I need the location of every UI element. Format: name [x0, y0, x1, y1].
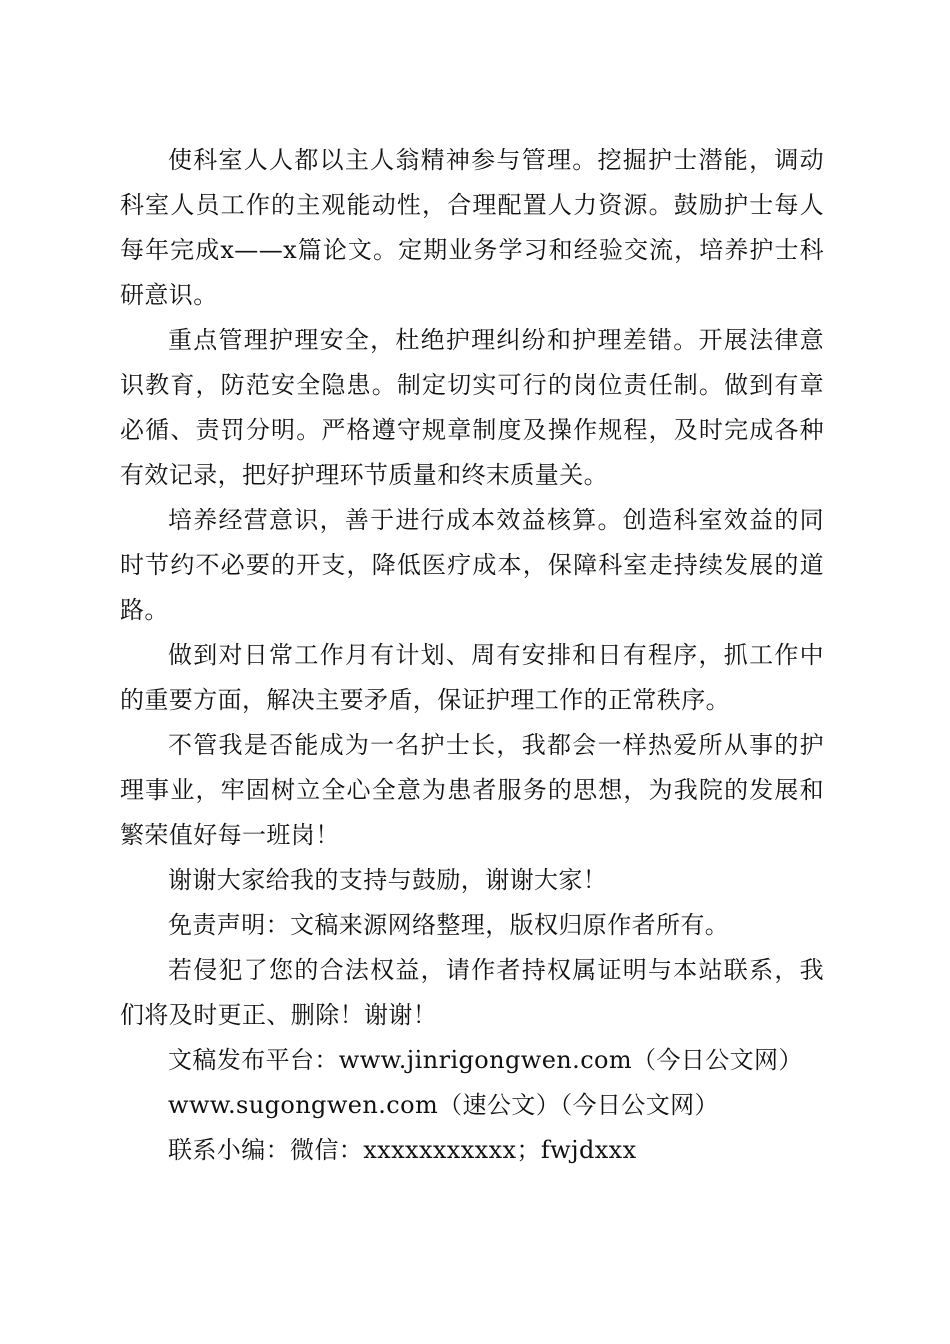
paragraph-platform-secondary: www.sugongwen.com（速公文）（今日公文网） — [168, 1091, 719, 1119]
document-page — [120, 138, 824, 1173]
paragraph-daily-planning: 做到对日常工作月有计划、周有安排和日有程序，抓工作中的重要方面，解决主要矛盾，保证护理工作的正常秩序。 — [120, 641, 824, 714]
paragraph-publish-platform: 文稿发布平台：www.jinrigongwen.com（今日公文网） — [168, 1046, 803, 1074]
paragraph-nursing-safety: 重点管理护理安全，杜绝护理纠纷和护理差错。开展法律意识教育，防范安全隐患。制定切实可行的岗位责任制。做到有章必循、责罚分明。严格遵守规章制度及操作规程，及时完成各种有效记录，把好护理环节质量和终末质量关。 — [120, 326, 824, 489]
paragraph-disclaimer: 免责声明：文稿来源网络整理，版权归原作者所有。 — [168, 911, 730, 939]
paragraph-contact-editor: 联系小编：微信：xxxxxxxxxxx；fwjdxxx — [168, 1136, 637, 1164]
paragraph-thanks: 谢谢大家给我的支持与鼓励，谢谢大家！ — [168, 866, 608, 894]
paragraph-cost-awareness: 培养经营意识，善于进行成本效益核算。创造科室效益的同时节约不必要的开支，降低医疗成本，保障科室走持续发展的道路。 — [120, 506, 824, 624]
paragraph-participation-management: 使科室人人都以主人翁精神参与管理。挖掘护士潜能，调动科室人员工作的主观能动性，合理配置人力资源。鼓励护士每人每年完成x——x篇论文。定期业务学习和经验交流，培养护士科研意识。 — [120, 146, 824, 309]
paragraph-infringement-notice: 若侵犯了您的合法权益，请作者持权属证明与本站联系，我们将及时更正、删除！谢谢！ — [120, 956, 824, 1029]
paragraph-commitment: 不管我是否能成为一名护士长，我都会一样热爱所从事的护理事业，牢固树立全心全意为患者服务的思想，为我院的发展和繁荣值好每一班岗！ — [120, 731, 824, 849]
